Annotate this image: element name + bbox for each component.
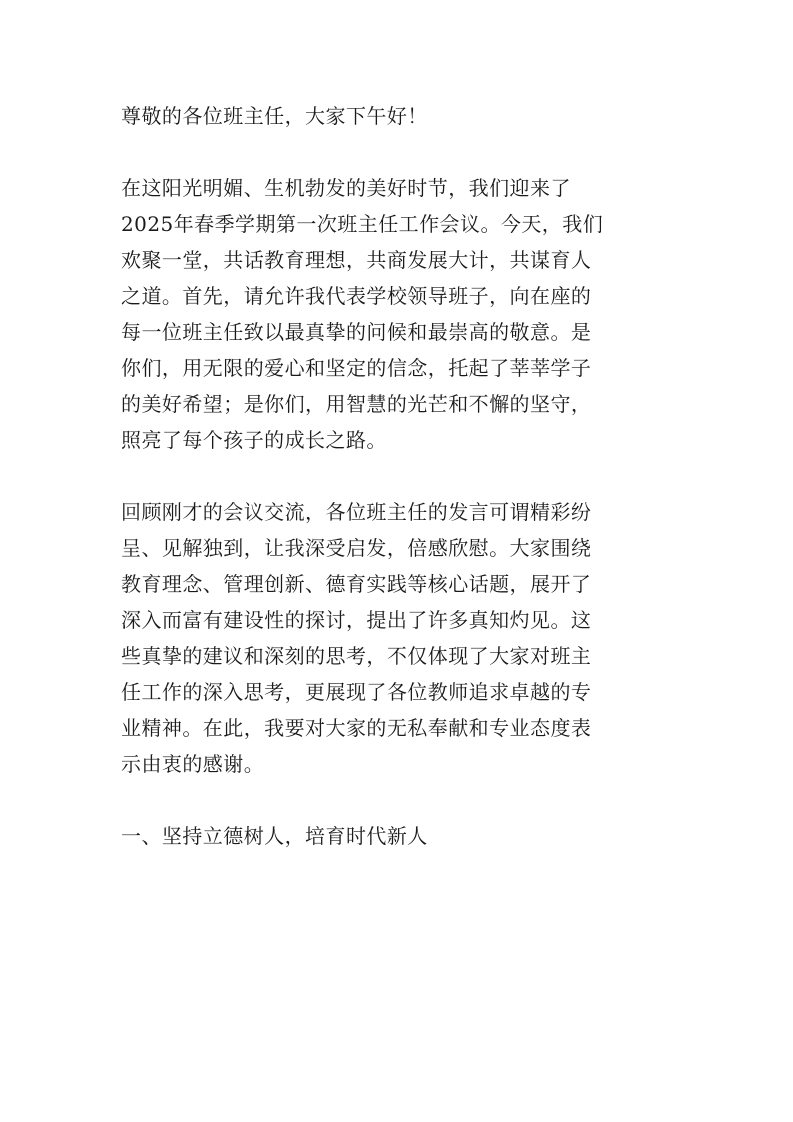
paragraph-line: 示由衷的感谢。: [121, 752, 265, 776]
paragraph-line: 教育理念、管理创新、德育实践等核心话题，展开了: [121, 572, 592, 596]
paragraph-line: 欢聚一堂，共话教育理想，共商发展大计，共谋育人: [121, 248, 592, 272]
paragraph-line: 些真挚的建议和深刻的思考，不仅体现了大家对班主: [121, 644, 592, 668]
paragraph-gap: [121, 458, 681, 494]
paragraph-line: 在这阳光明媚、生机勃发的美好时节，我们迎来了: [121, 176, 571, 200]
paragraph-gap: [121, 134, 681, 170]
paragraph-line: 的美好希望；是你们，用智慧的光芒和不懈的坚守，: [121, 392, 592, 416]
paragraph-line: 回顾刚才的会议交流，各位班主任的发言可谓精彩纷: [121, 500, 592, 524]
paragraph-1: [121, 170, 681, 458]
paragraph-line: 2025年春季学期第一次班主任工作会议。今天，我们: [121, 212, 604, 236]
greeting-line: 尊敬的各位班主任，大家下午好！: [121, 104, 428, 128]
paragraph-line: 每一位班主任致以最真挚的问候和最崇高的敬意。是: [121, 320, 592, 344]
paragraph-2: [121, 494, 681, 782]
section-heading: 一、坚持立德树人，培育时代新人: [121, 824, 428, 848]
paragraph-line: 呈、见解独到，让我深受启发，倍感欣慰。大家围绕: [121, 536, 592, 560]
document-body: [121, 98, 681, 854]
paragraph-line: 任工作的深入思考，更展现了各位教师追求卓越的专: [121, 680, 592, 704]
paragraph-line: 业精神。在此，我要对大家的无私奉献和专业态度表: [121, 716, 592, 740]
paragraph-line: 深入而富有建设性的探讨，提出了许多真知灼见。这: [121, 608, 592, 632]
paragraph-line: 照亮了每个孩子的成长之路。: [121, 428, 387, 452]
paragraph-gap: [121, 782, 681, 818]
paragraph-line: 之道。首先，请允许我代表学校领导班子，向在座的: [121, 284, 592, 308]
paragraph-line: 你们，用无限的爱心和坚定的信念，托起了莘莘学子: [121, 356, 592, 380]
